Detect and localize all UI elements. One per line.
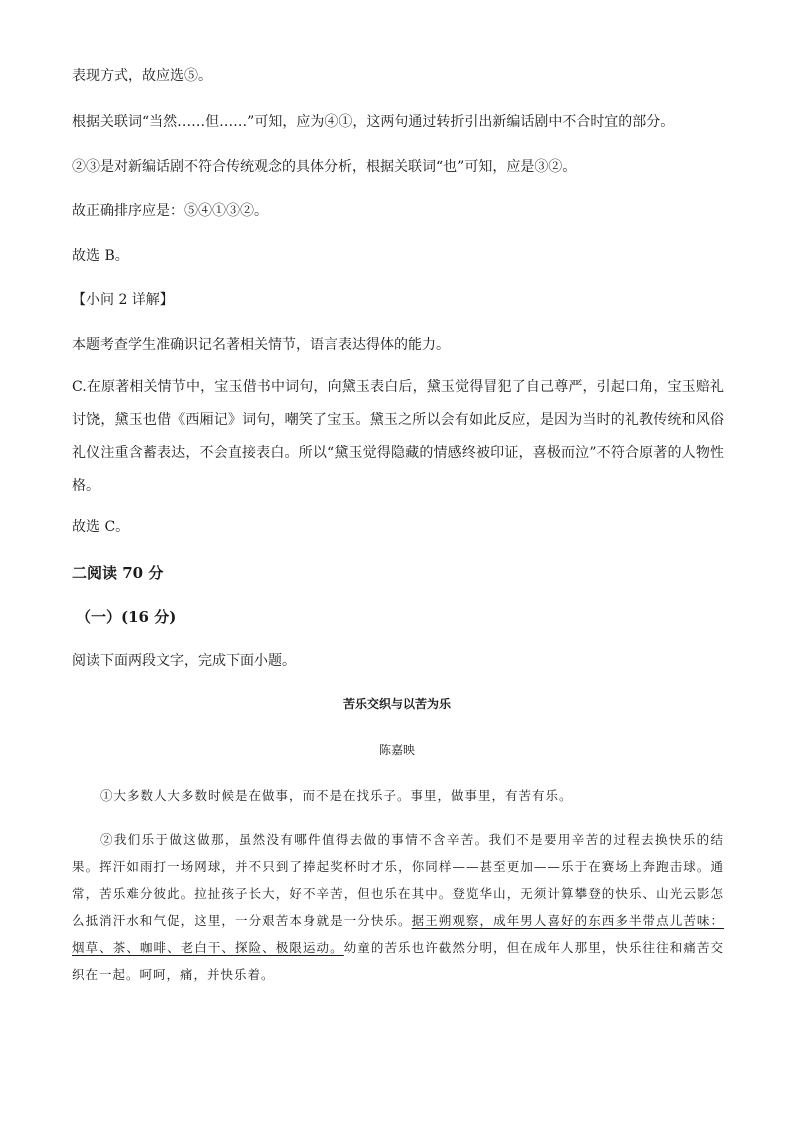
explanation-line-3: ②③是对新编话剧不符合传统观念的具体分析，根据关联词“也”可知，应是③②。 <box>72 159 577 175</box>
subquestion-heading: 【小问 2 详解】 <box>72 292 174 308</box>
paragraph-2-text-end: 幼童的苦乐也许截然分明，但在成年人那里，快乐往往和痛苦交织在一起。呵呵，痛，并快乐着。 <box>72 940 724 982</box>
explanation-paragraph-c: C.在原著相关情节中，宝玉借书中词句，向黛玉表白后，黛玉觉得冒犯了自己尊严，引起口角，宝玉赔礼讨饶，黛玉也借《西厢记》词句，嘲笑了宝玉。黛玉之所以会有如此反应，是因为当时的礼教传统和风俗礼仪注重含蓄表达，不会直接表白。所以“黛玉觉得隐藏的情感终被印证，喜极而泣”不符合原著的人物性格。 <box>72 379 724 494</box>
reading-instruction: 阅读下面两段文字，完成下面小题。 <box>72 653 296 669</box>
explanation-line-6: 本题考查学生准确识记名著相关情节，语言表达得体的能力。 <box>72 337 450 353</box>
explanation-line-4: 故正确排序应是：⑤④①③②。 <box>72 203 268 219</box>
underlined-sentence: 据王朔观察，成年男人喜好的东西多半带点儿苦味：烟草、茶、咖啡、老白干、探险、极限运动。 <box>72 913 724 955</box>
explanation-line-2: 根据关联词“当然……但……”可知，应为④①，这两句通过转折引出新编话剧中不合时宜的部分。 <box>72 114 675 130</box>
explanation-line-7: 故选 C。 <box>72 519 130 535</box>
section-subtitle: （一）(16 分) <box>76 608 177 626</box>
article-title: 苦乐交织与以苦为乐 <box>342 697 451 711</box>
article-paragraph-2 <box>72 826 724 988</box>
paragraph-2-text: ②我们乐于做这做那，虽然没有哪件值得去做的事情不含辛苦。我们不是要用辛苦的过程去换快乐的结果。挥汗如雨打一场网球，并不只到了捧起奖杯时才乐，你同样——甚至更加——乐于在赛场上奔跑击球。通常，苦乐难分彼此。拉扯孩子长大，好不辛苦，但也乐在其中。登览华山，无须计算攀登的快乐、山光云影怎么抵消汗水和气促，这里，一分艰苦本身就是一分快乐。 <box>72 832 724 928</box>
explanation-line-5: 故选 B。 <box>72 248 129 264</box>
explanation-line-1: 表现方式，故应选⑤。 <box>72 68 212 84</box>
article-paragraph-1: ①大多数人大多数时候是在做事，而不是在找乐子。事里，做事里，有苦有乐。 <box>100 788 573 803</box>
section-title: 二阅读 70 分 <box>72 564 164 582</box>
article-author: 陈嘉映 <box>378 743 415 757</box>
